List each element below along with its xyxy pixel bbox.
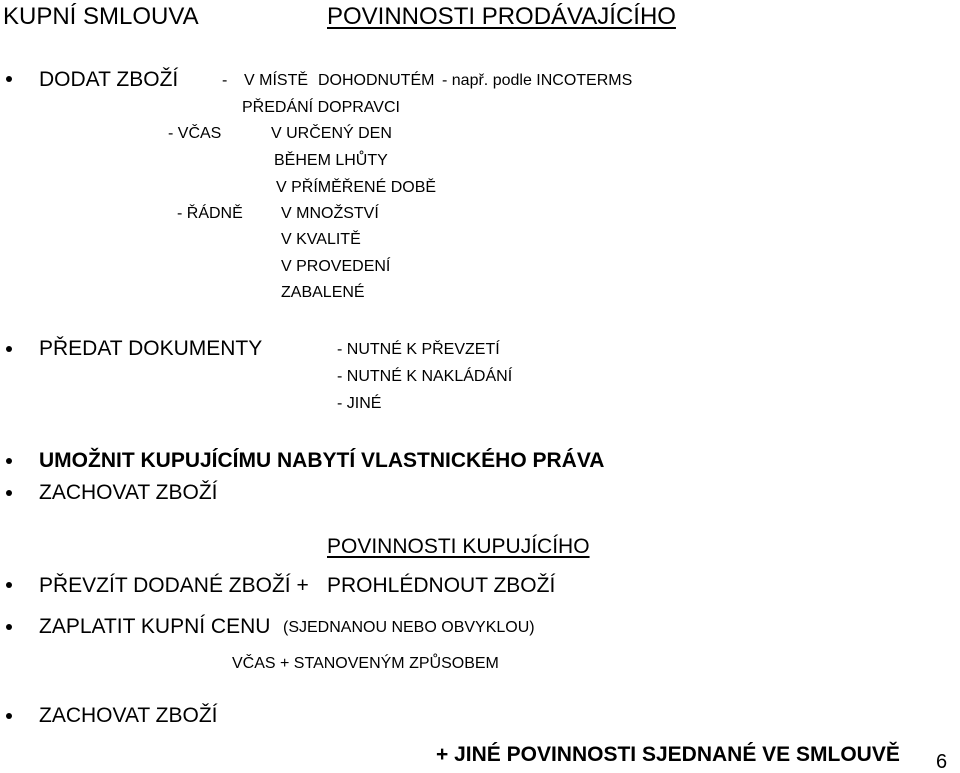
documents-item: - JINÉ <box>337 395 382 412</box>
deliver-dash: - <box>222 72 228 89</box>
bullet <box>6 624 12 630</box>
page-number: 6 <box>936 751 948 773</box>
deliver-reasonable-time: V PŘÍMĚŘENÉ DOBĚ <box>276 179 437 196</box>
documents-item: - NUTNÉ K PŘEVZETÍ <box>337 341 500 358</box>
bullet <box>6 346 12 352</box>
bullet <box>6 458 12 464</box>
deliver-on-time: - VČAS <box>168 125 222 142</box>
buyer-pay-note: (SJEDNANOU NEBO OBVYKLOU) <box>283 619 535 636</box>
deliver-execution: V PROVEDENÍ <box>281 258 391 275</box>
seller-preserve-goods: ZACHOVAT ZBOŽÍ <box>39 481 218 504</box>
buyer-take-over: PŘEVZÍT DODANÉ ZBOŽÍ + <box>39 574 309 597</box>
bullet <box>6 490 12 496</box>
deliver-set-day: V URČENÝ DEN <box>271 125 392 142</box>
documents-label: PŘEDAT DOKUMENTY <box>39 337 263 360</box>
bullet <box>6 76 12 82</box>
deliver-packed: ZABALENÉ <box>281 284 365 301</box>
buyer-inspect: PROHLÉDNOUT ZBOŽÍ <box>327 574 556 597</box>
deliver-quantity: V MNOŽSTVÍ <box>281 205 379 222</box>
deliver-quality: V KVALITĚ <box>281 231 361 248</box>
buyer-pay-manner: VČAS + STANOVENÝM ZPŮSOBEM <box>232 655 499 672</box>
bullet <box>6 582 12 588</box>
buyer-pay: ZAPLATIT KUPNÍ CENU <box>39 615 271 638</box>
deliver-handover: PŘEDÁNÍ DOPRAVCI <box>242 99 400 116</box>
deliver-properly: - ŘÁDNĚ <box>177 205 243 222</box>
deliver-within-period: BĚHEM LHŮTY <box>274 152 388 169</box>
deliver-place: V MÍSTĚ <box>244 72 309 89</box>
documents-item: - NUTNÉ K NAKLÁDÁNÍ <box>337 368 513 385</box>
bullet <box>6 713 12 719</box>
document-title: KUPNÍ SMLOUVA <box>3 3 199 30</box>
seller-heading: POVINNOSTI PRODÁVAJÍCÍHO <box>327 3 676 30</box>
deliver-agreed: DOHODNUTÉM <box>318 72 435 89</box>
buyer-other-duties: + JINÉ POVINNOSTI SJEDNANÉ VE SMLOUVĚ <box>436 743 900 766</box>
buyer-preserve-goods: ZACHOVAT ZBOŽÍ <box>39 704 218 727</box>
deliver-incoterms: - např. podle INCOTERMS <box>442 72 633 89</box>
buyer-heading: POVINNOSTI KUPUJÍCÍHO <box>327 535 590 558</box>
enable-ownership: UMOŽNIT KUPUJÍCÍMU NABYTÍ VLASTNICKÉHO PRÁVA <box>39 449 605 472</box>
deliver-goods-label: DODAT ZBOŽÍ <box>39 68 179 91</box>
